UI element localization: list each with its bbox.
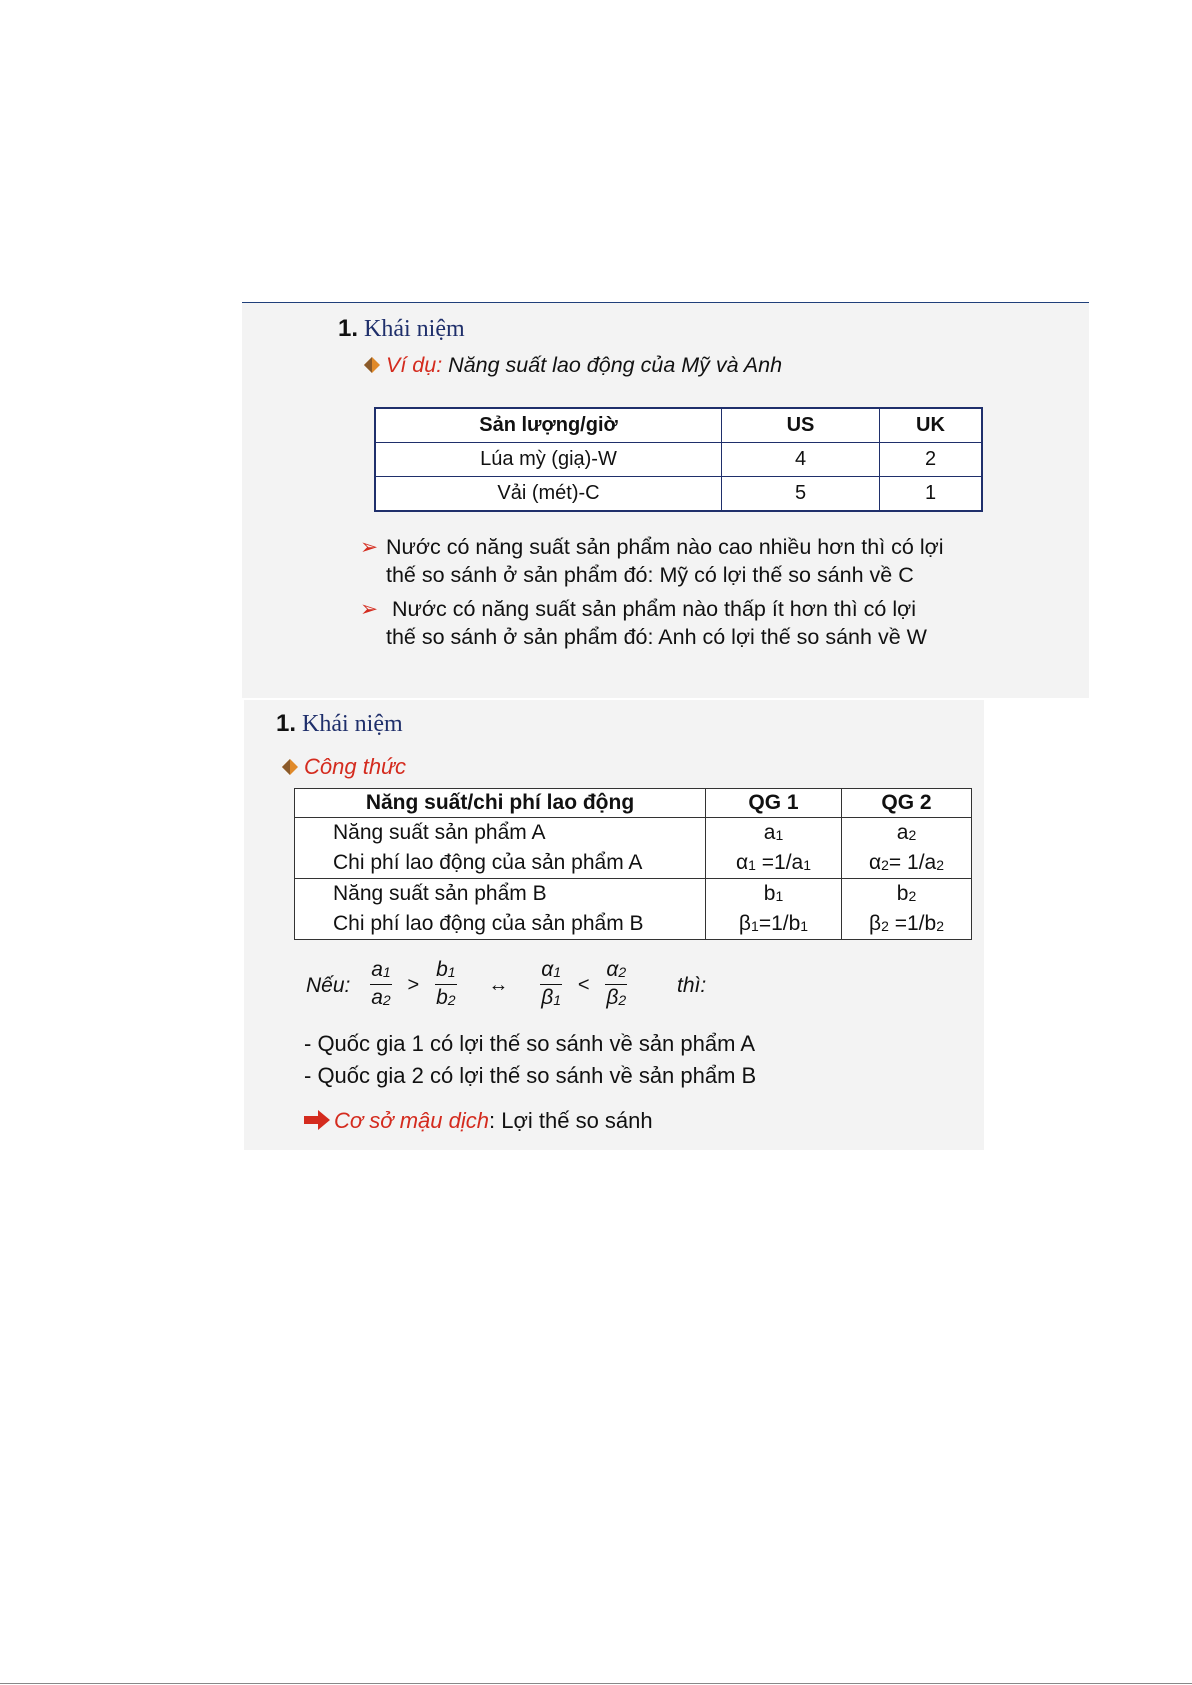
- fraction: $\frac{\alpha_2}{\beta_2}$: [606, 958, 627, 1009]
- page-bottom-rule: [0, 1683, 1192, 1684]
- table-row: [375, 477, 982, 512]
- bullet-1: ➢ Nước có năng suất sản phẩm nào cao nhiều hơn thì có lợi thế so sánh ở sản phẩm đó: Mỹ có lợi thế so sánh về C: [360, 535, 944, 587]
- list-item: - Quốc gia 2 có lợi thế so sánh về sản phẩm B: [304, 1063, 757, 1088]
- table-header: QG 1: [706, 789, 842, 818]
- fraction: $\frac{\alpha_1}{\beta_1}$: [541, 958, 562, 1009]
- table-cell: 1: [880, 477, 983, 512]
- fraction: $\frac{a_1}{a_2}$: [371, 958, 391, 1009]
- arrow-bullet-icon: ➢: [360, 597, 379, 621]
- diamond-icon: [282, 759, 298, 775]
- table-cell: 2: [880, 443, 983, 477]
- condition-formula: Nếu: $\frac{a_1}{a_2}$ > $\frac{b_1}{b_2}$ ↔ $\frac{\alpha_1}{\beta_1}$ < $\frac{\alpha_2}{\beta_2}$ thì:: [306, 958, 706, 1013]
- slide2-heading: 1. Khái niệm: [276, 710, 403, 737]
- table-row: [375, 443, 982, 477]
- results-list: [304, 1028, 756, 1092]
- table-cell: 5: [722, 477, 880, 512]
- table-cell: Vải (mét)-C: [375, 477, 722, 512]
- table-cell: 4: [722, 443, 880, 477]
- productivity-table: [374, 407, 983, 512]
- table-row: Chi phí lao động của sản phẩm A $\alpha_1 =1/a_1$ $\alpha_2= 1/a_2$: [295, 848, 972, 879]
- table-header: Năng suất/chi phí lao động: [295, 789, 706, 818]
- slide-example: [242, 302, 1089, 698]
- table-header: US: [722, 408, 880, 443]
- formula-label-line: Công thức: [282, 754, 406, 780]
- red-arrow-icon: [304, 1110, 330, 1130]
- trade-basis-line: Cơ sở mậu dịch: Lợi thế so sánh: [304, 1108, 653, 1134]
- table-row: Chi phí lao động của sản phẩm B $\beta_1=1/b_1$ $\beta_2 =1/b_2$: [295, 909, 972, 940]
- table-header-row: [375, 408, 982, 443]
- list-item: - Quốc gia 1 có lợi thế so sánh về sản phẩm A: [304, 1031, 756, 1056]
- diamond-icon: [364, 357, 380, 373]
- slide1-heading: 1. Khái niệm: [338, 315, 465, 342]
- arrow-bullet-icon: ➢: [360, 535, 379, 559]
- table-row: Năng suất sản phẩm B $b_1$ $b_2$: [295, 879, 972, 910]
- table-header: UK: [880, 408, 983, 443]
- table-cell: Lúa mỳ (giạ)-W: [375, 443, 722, 477]
- slide-formula: [244, 700, 984, 1150]
- fraction: $\frac{b_1}{b_2}$: [436, 958, 456, 1009]
- formula-table: [294, 788, 972, 940]
- example-line: Ví dụ: Năng suất lao động của Mỹ và Anh: [364, 353, 782, 378]
- table-header: Sản lượng/giờ: [375, 408, 722, 443]
- table-header-row: [295, 789, 972, 818]
- bullet-2: ➢ Nước có năng suất sản phẩm nào thấp ít hơn thì có lợi thế so sánh ở sản phẩm đó: Anh có lợi thế so sánh về W: [360, 597, 927, 649]
- table-header: QG 2: [842, 789, 972, 818]
- table-row: Năng suất sản phẩm A $a_1$ $a_2$: [295, 818, 972, 849]
